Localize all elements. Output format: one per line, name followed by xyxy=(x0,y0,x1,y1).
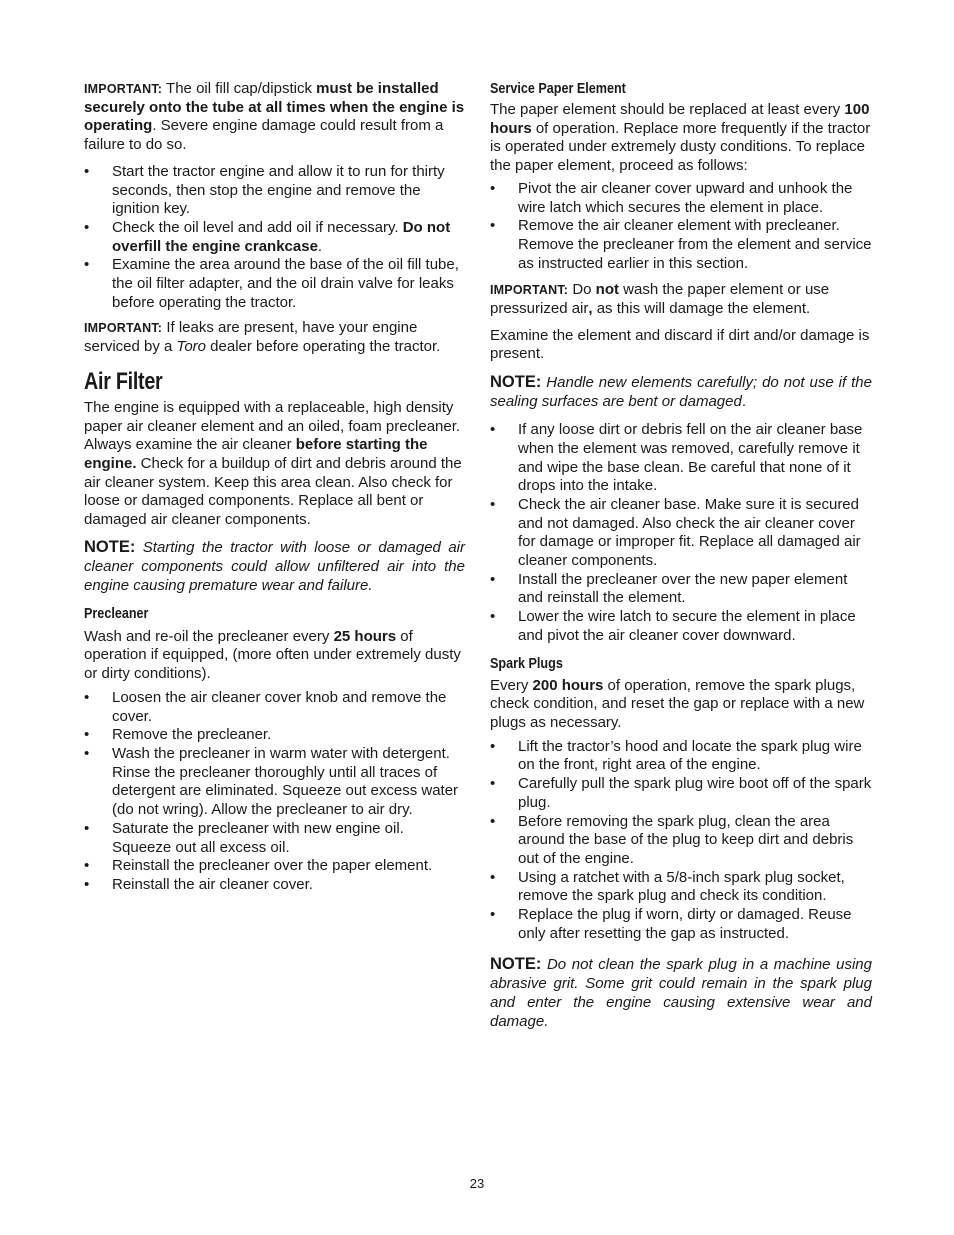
list-item: • Remove the air cleaner element with precleaner. Remove the precleaner from the element and service as instructed earlier in this section. xyxy=(490,217,872,272)
spark-plug-bullet-list xyxy=(490,738,872,944)
service-bullet-list xyxy=(490,180,872,274)
air-cleaner-base-bullet-list xyxy=(490,421,872,645)
handle-elements-note: NOTE: Handle new elements carefully; do not use if the sealing surfaces are bent or damaged. xyxy=(490,373,872,411)
spark-plug-note: NOTE: Do not clean the spark plug in a machine using abrasive grit. Some grit could remain in the spark plug and enter the engine causing extensive wear and damage. xyxy=(490,955,872,1031)
examine-element-paragraph: Examine the element and discard if dirt and/or damage is present. xyxy=(490,326,870,363)
air-filter-heading: Air Filter xyxy=(84,367,163,395)
list-item: • Check the oil level and add oil if necessary. Do not overfill the engine crankcase. xyxy=(84,218,451,255)
note-label: NOTE: xyxy=(490,373,542,392)
spark-plugs-intro-paragraph: Every 200 hours of operation, remove the spark plugs, check condition, and reset the gap or replace with a new plugs as necessary. xyxy=(490,676,865,731)
list-item: • Saturate the precleaner with new engine oil. Squeeze out all excess oil. xyxy=(84,819,404,856)
service-paper-element-paragraph: The paper element should be replaced at least every 100 hours of operation. Replace more frequently if the tractor is operated under extremely dusty conditions. To replace the paper element, proceed as follows: xyxy=(490,101,871,175)
list-item: • Lift the tractor’s hood and locate the spark plug wire on the front, right area of the engine. xyxy=(490,737,862,774)
list-item: • Reinstall the precleaner over the paper element. xyxy=(84,857,433,875)
important-label: IMPORTANT: xyxy=(84,82,163,96)
important-leaks-paragraph: IMPORTANT: If leaks are present, have your engine serviced by a Toro dealer before operating the tractor. xyxy=(84,319,441,356)
left-column xyxy=(84,80,465,895)
brand-name: Toro xyxy=(176,338,207,356)
note-label: NOTE: xyxy=(84,537,136,556)
list-item: • Remove the precleaner. xyxy=(84,726,272,744)
list-item: • If any loose dirt or debris fell on the air cleaner base when the element was removed, carefully remove it and wipe the base clean. Be careful that none of it drops into the intake. xyxy=(490,421,863,495)
list-item: • Check the air cleaner base. Make sure it is secured and not damaged. Also check the air cleaner cover for damage or improper fit. Replace all damaged air cleaner components. xyxy=(490,495,861,570)
air-filter-note: NOTE: Starting the tractor with loose or damaged air cleaner components could allow unfiltered air into the engine causing premature wear and failure. xyxy=(84,537,465,594)
list-item: • Reinstall the air cleaner cover. xyxy=(84,875,313,893)
list-item: • Carefully pull the spark plug wire boot off of the spark plug. xyxy=(490,775,872,811)
important-wash-paragraph: IMPORTANT: Do not wash the paper element or use pressurized air, as this will damage the element. xyxy=(490,281,830,318)
right-column xyxy=(490,80,872,1031)
precleaner-heading: Precleaner xyxy=(84,604,149,622)
list-item: • Examine the area around the base of the oil fill tube, the oil filter adapter, and the oil drain valve for leaks before operating the tractor. xyxy=(84,256,459,311)
precleaner-bullet-list xyxy=(84,689,465,895)
spark-plugs-heading: Spark Plugs xyxy=(490,654,563,672)
list-item: • Wash the precleaner in warm water with detergent. Rinse the precleaner thoroughly until all traces of detergent are eliminated. Squeeze out excess water (do not wring). Allow the precleaner to air dry. xyxy=(84,744,459,819)
page-number: 23 xyxy=(469,1176,485,1191)
list-item: • Loosen the air cleaner cover knob and remove the cover. xyxy=(84,688,447,725)
list-item: • Pivot the air cleaner cover upward and unhook the wire latch which secures the element in place. xyxy=(490,179,853,216)
list-item: • Replace the plug if worn, dirty or damaged. Reuse only after resetting the gap as instructed. xyxy=(490,906,852,942)
important-label: IMPORTANT: xyxy=(84,321,163,336)
list-item: • Lower the wire latch to secure the element in place and pivot the air cleaner cover downward. xyxy=(490,608,856,644)
list-item: • Before removing the spark plug, clean the area around the base of the plug to keep dirt and debris out of the engine. xyxy=(490,812,854,867)
air-filter-intro-paragraph: The engine is equipped with a replaceable, high density paper air cleaner element and an oiled, foam precleaner. Always examine the air cleaner before starting the engine. Check for a buildup of dirt and debris around the air cleaner system. Keep this area clean. Also check for loose or damaged components. Replace all bent or damaged air cleaner components. xyxy=(84,398,462,529)
note-label: NOTE: xyxy=(490,955,542,974)
important-oil-cap-paragraph: IMPORTANT: The oil fill cap/dipstick must be installed securely onto the tube at all times when the engine is operating. Severe engine damage could result from a failure to do so. xyxy=(84,80,465,154)
list-item: • Start the tractor engine and allow it to run for thirty seconds, then stop the engine and remove the ignition key. xyxy=(84,162,445,218)
important-label: IMPORTANT: xyxy=(490,283,569,298)
precleaner-intro-paragraph: Wash and re-oil the precleaner every 25 hours of operation if equipped, (more often under extremely dusty or dirty conditions). xyxy=(84,627,461,683)
list-item: • Install the precleaner over the new paper element and reinstall the element. xyxy=(490,570,848,607)
list-item: • Using a ratchet with a 5/8-inch spark plug socket, remove the spark plug and check its condition. xyxy=(490,868,845,905)
service-paper-element-heading: Service Paper Element xyxy=(490,80,626,97)
oil-check-bullet-list xyxy=(84,163,465,313)
